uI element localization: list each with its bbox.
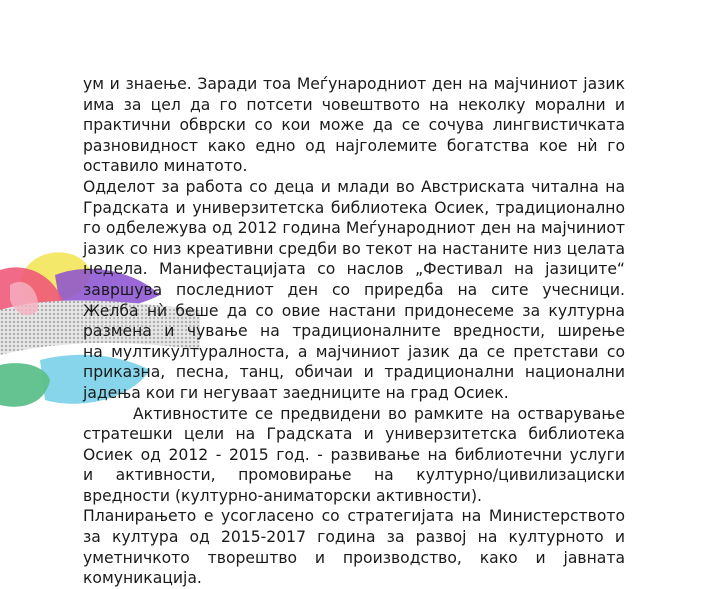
document-body xyxy=(83,74,625,589)
text-line: разновидност како едно од најголемите богатства кое нѝ го xyxy=(83,136,625,155)
text-line: уметничкото творештво и производство, како и јавната xyxy=(83,548,625,567)
text-line: го одбележува од 2012 година Меѓународниот ден на мајчиниот xyxy=(83,219,625,238)
text-line: и активности, промовирање на културно/цивилизациски xyxy=(83,466,625,485)
text-line: има за цел да го потсети човештвото на неколку морални и xyxy=(83,95,625,114)
text-line: Активностите се предвидени во рамките на остварување xyxy=(133,404,625,423)
text-line: Желба нѝ беше да со овие настани придонесеме за културна xyxy=(83,301,625,320)
text-line: размена и чување на традиционалните вредности, ширење xyxy=(83,322,625,341)
text-line: Одделот за работа со деца и млади во Австриската читална на xyxy=(83,177,625,196)
text-line: за култура од 2015-2017 година за развој на културното и xyxy=(83,528,625,547)
text-line: практични обврски со кои може да се сочува лингвистичката xyxy=(83,116,625,135)
text-line: вредности (културно-аниматорски активности). xyxy=(83,486,482,505)
text-line: приказна, песна, танц, обичаи и традиционални национални xyxy=(83,363,625,382)
text-line: оставило минатото. xyxy=(83,157,248,176)
paragraph xyxy=(83,177,625,404)
text-line: стратешки цели на Градската и универзитетска библиотека xyxy=(83,425,625,444)
text-line: на мултикултуралноста, а мајчиниот јазик да се претстави со xyxy=(83,342,625,361)
text-line: јадења кои ги негуваат заедниците на град Осиек. xyxy=(83,383,509,402)
text-line: Планирањето е усогласено со стратегијата на Министерството xyxy=(83,507,625,526)
text-line: недела. Манифестацијата со наслов „Фестивал на јазиците“ xyxy=(83,260,625,279)
text-line: завршува последниот ден со приредба на сите учесници. xyxy=(83,280,625,299)
text-line: Градската и универзитетска библиотека Осиек, традиционално xyxy=(83,198,625,217)
paragraph xyxy=(83,404,625,507)
text-line: комуникација. xyxy=(83,569,202,588)
paragraph xyxy=(83,506,625,588)
text-line: ум и знаење. Заради тоа Меѓународниот ден на мајчиниот јазик xyxy=(83,75,625,93)
text-line: јазик со низ креативни средби во текот на настаните низ целата xyxy=(83,239,626,258)
paragraph xyxy=(83,74,625,177)
text-line: Осиек од 2012 - 2015 год. - развивање на библиотечни услуги xyxy=(83,445,625,464)
